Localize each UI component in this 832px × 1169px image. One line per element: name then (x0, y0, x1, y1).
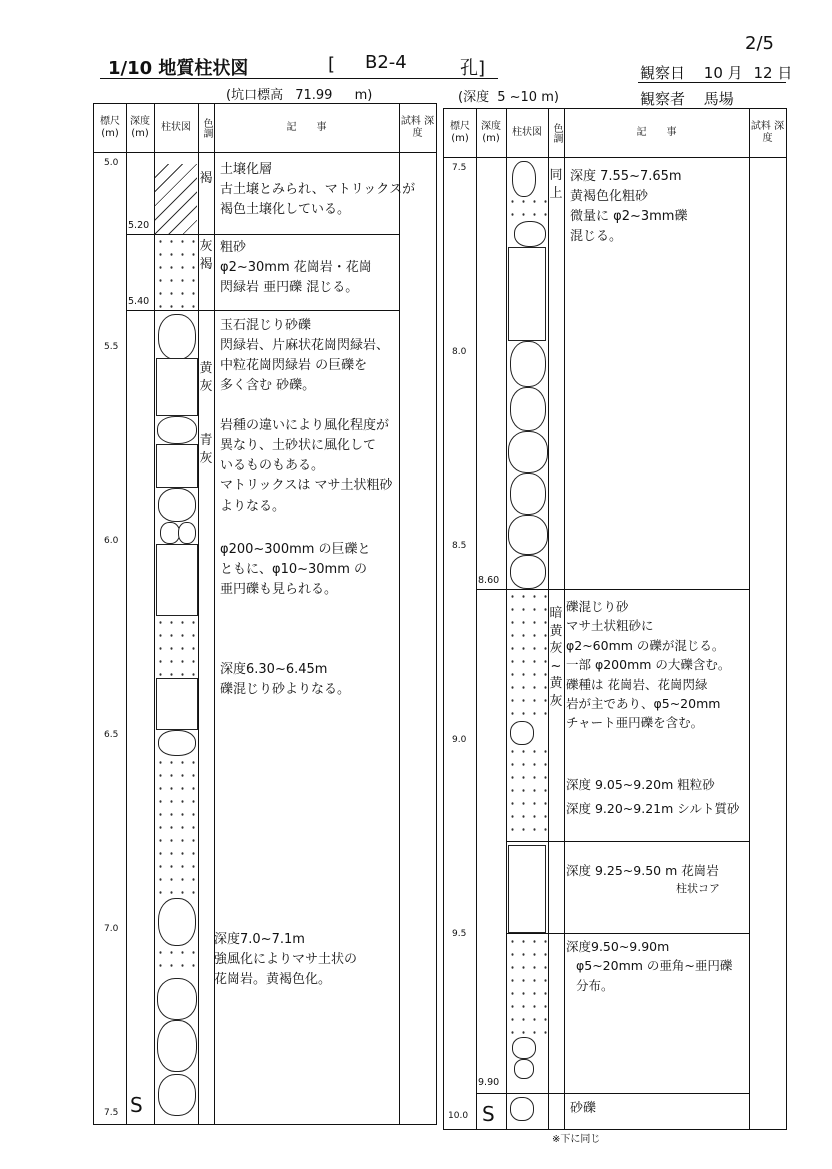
note-line: 深度 9.05~9.20m 粗粒砂 (566, 777, 715, 792)
obs-date-underline (638, 82, 786, 83)
hdr-scale: 標尺 (m) (100, 116, 120, 139)
observer-name: 馬場 (703, 90, 734, 108)
depth-mark: 5.40 (128, 296, 150, 307)
page-title: 1/10 地質柱状図 (108, 58, 249, 79)
hole-open-bracket: [ (328, 54, 336, 75)
color-label: 黄灰 (199, 361, 213, 394)
hole-close: 孔] (460, 58, 486, 79)
note-line: 深度 7.55~7.65m (570, 169, 682, 184)
note-line: 深度9.50~9.90m (566, 939, 670, 954)
tick-label: 5.5 (104, 342, 119, 352)
gravel-stone (157, 1020, 197, 1072)
note-line: 粗砂 (220, 240, 247, 255)
tick-label: 7.0 (104, 924, 119, 934)
tick-label: 6.0 (104, 536, 119, 546)
note-line: 閃緑岩 亜円礫 混じる。 (220, 280, 359, 296)
note-line: 黄褐色化粗砂 (570, 189, 649, 205)
hdr-sample: 試料 深度 (750, 121, 785, 144)
wave-mark: S (482, 1102, 495, 1126)
sand-fill (507, 745, 547, 841)
note-line: 柱状コア (676, 882, 720, 896)
note-line: よりなる。 (220, 498, 286, 514)
note-line: 花崗岩。黄褐色化。 (214, 972, 332, 988)
note-line: 多く含む 砂礫。 (220, 378, 316, 394)
right-log-table (443, 108, 787, 1130)
gravel-stone (158, 314, 196, 360)
gravel-stone (158, 898, 196, 946)
note-line: 古土壌とみられ、マトリックスが (220, 182, 416, 198)
note-block (220, 660, 350, 700)
note-line: 中粒花崗閃緑岩 の巨礫を (220, 358, 368, 374)
note-line: 深度 9.20~9.21m シルト質砂 (566, 800, 740, 816)
range (458, 86, 559, 105)
layer-boundary (476, 1093, 749, 1094)
hdr-depth: 深度 (m) (130, 116, 150, 139)
observer-label: 観察者 (640, 90, 686, 108)
note-line: 微量に φ2~3mm礫 (570, 209, 688, 225)
color-label: 暗黄灰~黄灰 (549, 606, 563, 709)
range-value: 5 ~10 (497, 90, 538, 105)
hdr-depth: 深度 (m) (481, 121, 501, 144)
wave-mark: S (130, 1093, 143, 1117)
obs-month-unit: 月 (727, 64, 743, 82)
elevation-value: 71.99 (295, 88, 333, 103)
hdr-scale: 標尺 (m) (450, 121, 470, 144)
note-line: マサ土状粗砂に (566, 618, 654, 634)
depth-mark: 9.90 (478, 1077, 500, 1088)
elevation-label: (坑口標高 (226, 88, 284, 103)
gravel-stone (157, 416, 197, 444)
elevation-unit: m) (354, 88, 373, 103)
tick-label: 7.5 (104, 1108, 119, 1118)
hdr-description: 記 事 (636, 127, 677, 138)
note-line: 分布。 (576, 977, 614, 993)
gravel-stone (160, 522, 180, 544)
gravel-stone (156, 678, 198, 730)
page-number: 2/5 (745, 33, 774, 54)
color-label: 褐 (199, 171, 213, 186)
note-line: φ2~60mm の礫が混じる。 (566, 637, 725, 653)
gravel-stone (510, 555, 546, 589)
layer-boundary (126, 310, 399, 311)
gravel-stone (158, 730, 196, 756)
tick-label: 8.5 (452, 541, 467, 551)
hdr-sample: 試料 深度 (400, 116, 435, 139)
gravel-stone (512, 161, 536, 197)
note-block (566, 597, 730, 733)
gravel-stone (508, 515, 548, 555)
note-line: 亜円礫も見られる。 (220, 582, 338, 598)
note-line: 深度 9.25~9.50 m 花崗岩 (566, 863, 719, 878)
sand-fill (155, 616, 197, 676)
gravel-stone (508, 845, 546, 933)
left-log-table (93, 103, 437, 1125)
tick-label: 6.5 (104, 730, 119, 740)
note-line: マトリックスは マサ土状粗砂 (220, 478, 393, 494)
note-block (570, 167, 687, 248)
sand-fill (507, 195, 547, 221)
depth-mark: 8.60 (478, 575, 500, 586)
obs-day-unit: 日 (777, 64, 793, 82)
note-line: ともに、φ10~30mm の (220, 562, 368, 578)
layer-boundary (506, 933, 749, 934)
gravel-stone (156, 444, 198, 488)
note-block (220, 160, 415, 220)
note-block (220, 316, 389, 397)
gravel-stone (157, 978, 197, 1020)
obs-month: 10 (703, 64, 723, 82)
note-line: 礫混じり砂よりなる。 (220, 682, 351, 698)
hdr-column: 柱状図 (512, 127, 542, 138)
hdr-column: 柱状図 (161, 122, 191, 133)
gravel-stone (156, 544, 198, 616)
gravel-stone (508, 431, 548, 473)
obs-date-label: 観察日 (640, 64, 686, 82)
sand-fill (155, 235, 197, 310)
sand-fill (507, 590, 547, 720)
note-line: φ5~20mm の亜角~亜円礫 (576, 958, 733, 974)
gravel-stone (158, 1074, 196, 1116)
note-line: 強風化によりマサ土状の (214, 952, 358, 968)
note-block (214, 930, 357, 990)
note-line: φ2~30mm 花崗岩・花崗 (220, 260, 372, 276)
obs-date (640, 62, 792, 83)
gravel-stone (510, 1097, 534, 1121)
tick-label: 5.0 (104, 158, 119, 168)
hdr-description: 記 事 (286, 122, 327, 133)
title-underline (100, 78, 498, 79)
note-line: 玉石混じり砂礫 (220, 318, 312, 333)
observer (640, 88, 734, 109)
sand-fill (155, 946, 197, 976)
gravel-stone (178, 522, 196, 544)
tick-label: 9.0 (452, 735, 467, 745)
note-line: 混じる。 (570, 229, 623, 245)
note-line: 礫混じり砂 (566, 599, 629, 614)
note-line: 閃緑岩、片麻状花崗閃緑岩、 (220, 338, 390, 354)
obs-day: 12 (753, 64, 773, 82)
color-label: 同上 (549, 168, 563, 201)
depth-mark: 5.20 (128, 220, 150, 231)
note-line: 異なり、土砂状に風化して (220, 438, 377, 454)
tick-label: 10.0 (448, 1111, 469, 1121)
note-line: 岩種の違いにより風化程度が (220, 418, 390, 433)
note-block (566, 773, 739, 821)
note-block (220, 238, 372, 298)
gravel-stone (510, 341, 546, 387)
note-line: φ200~300mm の巨礫と (220, 542, 371, 557)
gravel-stone (514, 1059, 534, 1079)
layer-boundary (506, 841, 749, 842)
note-line: 一部 φ200mm の大礫含む。 (566, 657, 731, 673)
note-line: チャート亜円礫を含む。 (566, 715, 704, 731)
gravel-stone (156, 358, 198, 416)
note-line: 深度6.30~6.45m (220, 662, 328, 677)
hole-id: B2-4 (365, 52, 407, 73)
sand-fill (507, 935, 547, 1035)
note-block (566, 937, 732, 995)
hdr-color: 色調 (551, 123, 562, 143)
note-line: 土壌化層 (220, 162, 273, 177)
note-block (220, 540, 371, 600)
gravel-stone (510, 473, 546, 515)
note-block (570, 1099, 596, 1119)
gravel-stone (514, 221, 546, 247)
footnote: ※下に同じ (552, 1134, 601, 1145)
note-line: 深度7.0~7.1m (214, 932, 305, 947)
range-unit: m) (541, 90, 559, 105)
note-line: いるものもある。 (220, 458, 325, 474)
soil-hatch (155, 164, 197, 234)
note-line: 岩が主であり、φ5~20mm (566, 695, 721, 711)
note-block (220, 416, 392, 517)
tick-label: 8.0 (452, 347, 467, 357)
note-line: 褐色土壌化している。 (220, 202, 351, 218)
gravel-stone (508, 247, 546, 341)
tick-label: 9.5 (452, 929, 467, 939)
gravel-stone (510, 721, 534, 745)
note-line: 砂礫 (570, 1101, 597, 1116)
tick-label: 7.5 (452, 163, 467, 173)
range-label: (深度 (458, 90, 490, 105)
note-line: 礫種は 花崗岩、花崗閃緑 (566, 676, 708, 692)
hdr-color: 色調 (201, 118, 212, 138)
note-block (566, 861, 720, 897)
color-label: 灰褐 (199, 239, 213, 272)
gravel-stone (512, 1037, 536, 1059)
elevation (226, 84, 372, 103)
gravel-stone (510, 387, 546, 431)
color-label: 青灰 (199, 433, 213, 466)
sand-fill (155, 756, 197, 896)
gravel-stone (158, 488, 196, 522)
